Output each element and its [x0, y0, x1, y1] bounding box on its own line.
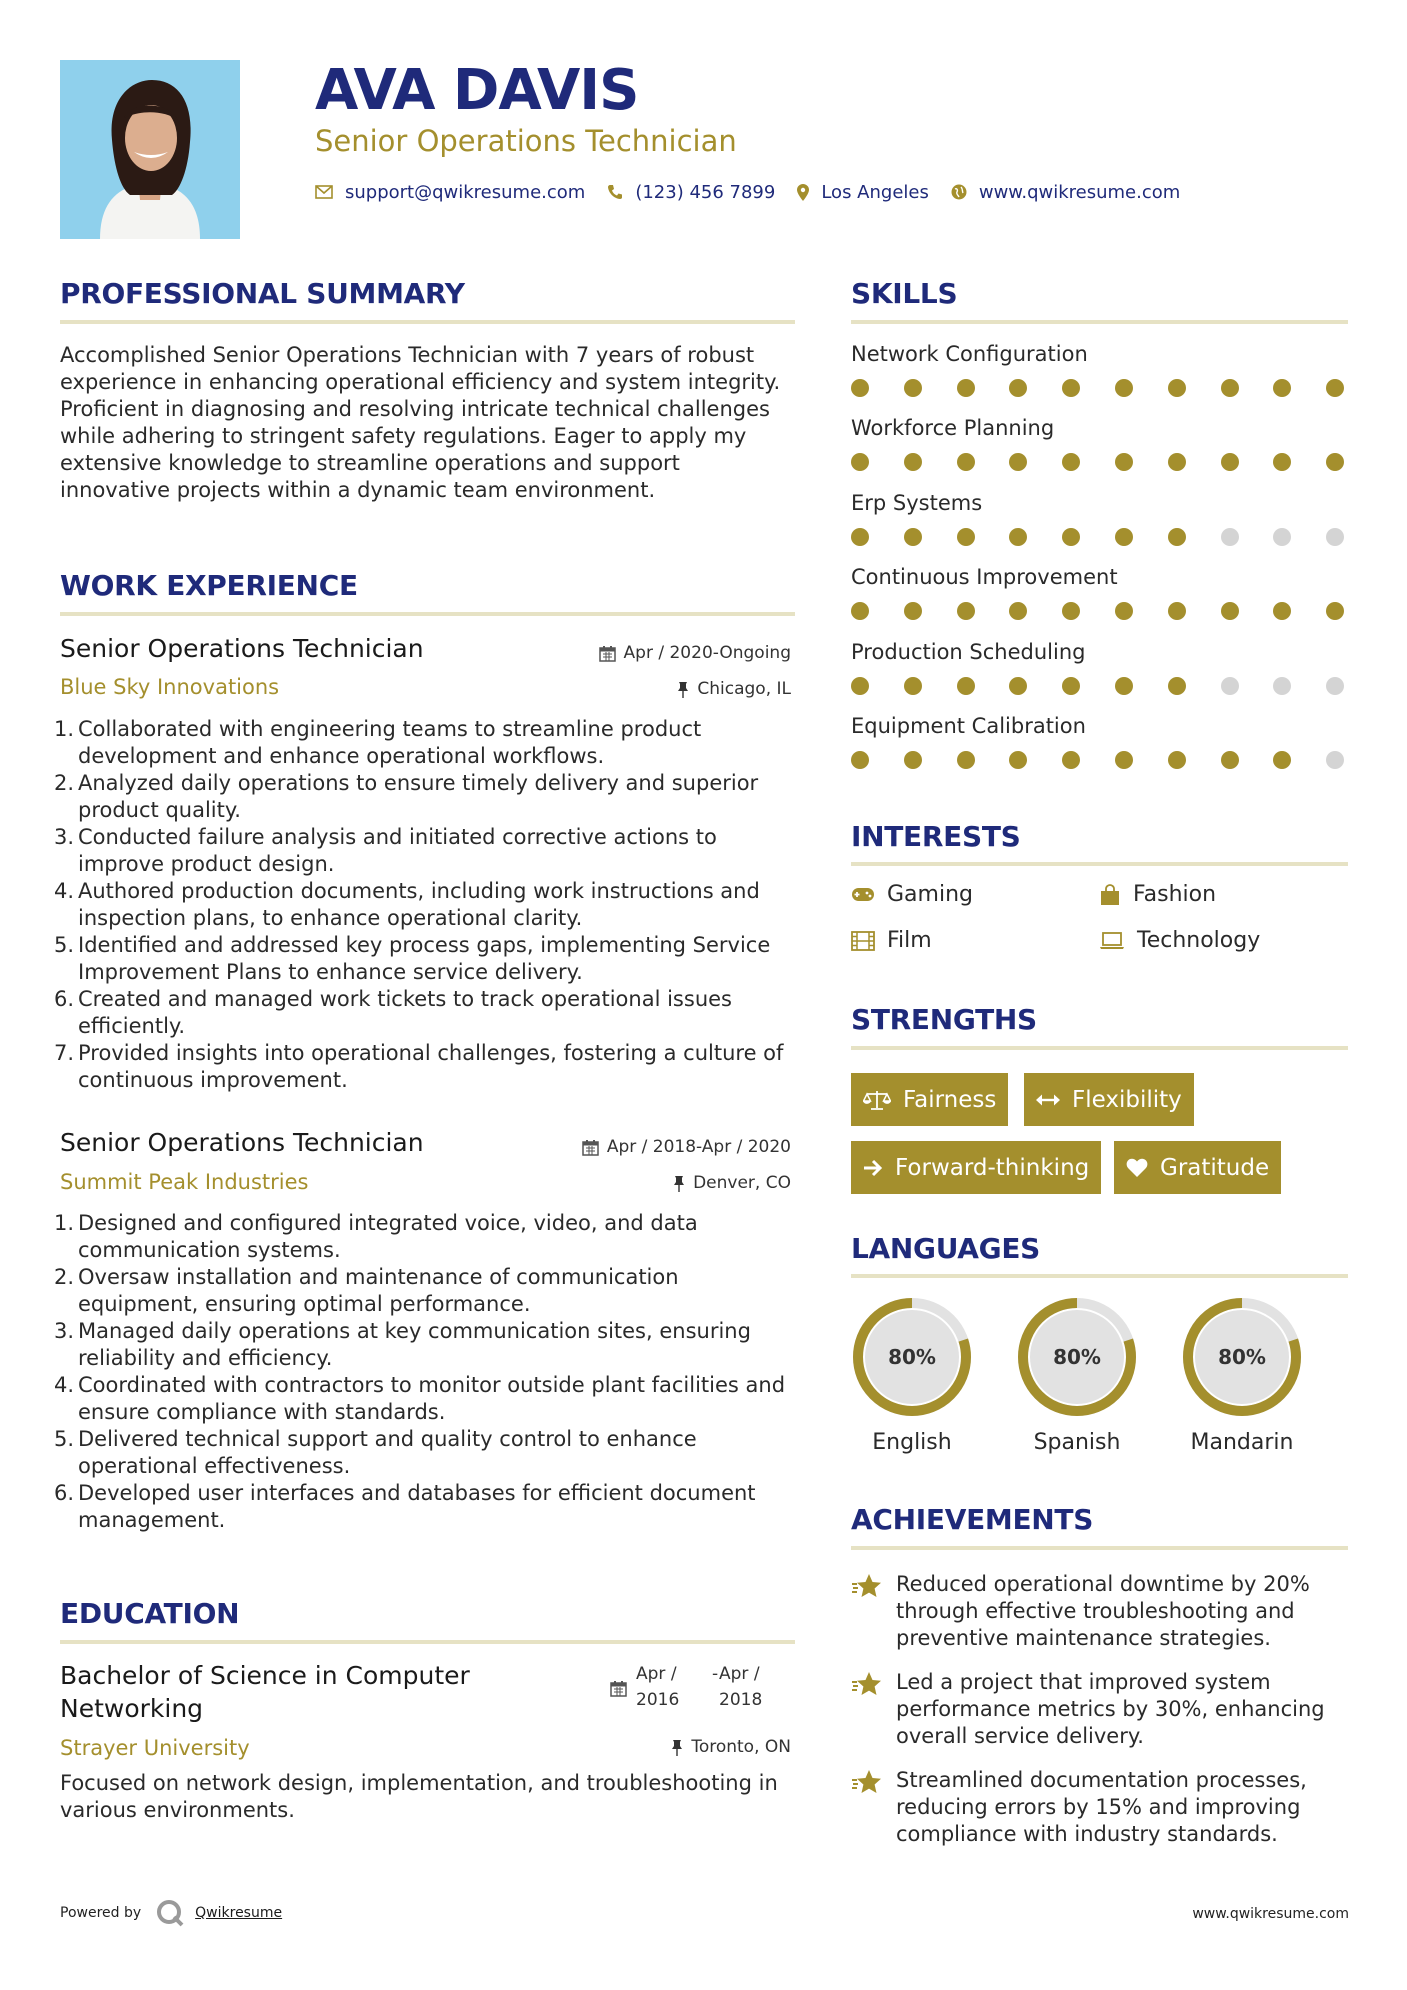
experience-divider	[60, 612, 795, 616]
strength-label: Forward-thinking	[895, 1154, 1090, 1181]
edu-start-month: Apr /	[636, 1664, 677, 1684]
star-icon	[851, 1769, 883, 1797]
language-name: Mandarin	[1190, 1430, 1294, 1455]
skill-rating-dot	[851, 677, 869, 695]
language-ring	[850, 1295, 974, 1419]
skill-rating-dot	[1115, 453, 1133, 471]
strength-label: Gratitude	[1160, 1154, 1270, 1181]
strength-label: Flexibility	[1072, 1086, 1182, 1113]
responsibility-item	[54, 1318, 795, 1372]
job-location-text: Denver, CO	[693, 1173, 791, 1193]
skill-rating-dot	[851, 379, 869, 397]
interest-item	[851, 928, 932, 953]
achievement-text: Led a project that improved system performance metrics by 30%, enhancing overall service delivery.	[896, 1670, 1325, 1748]
strengths-heading: STRENGTHS	[851, 1003, 1037, 1036]
pin-icon	[677, 681, 689, 698]
heart-icon	[1126, 1158, 1148, 1178]
interest-label: Gaming	[887, 882, 973, 907]
shopping-bag-icon	[1099, 884, 1121, 906]
language-ring	[1015, 1295, 1139, 1419]
job-dates	[582, 1137, 791, 1157]
responsibility-item	[54, 716, 795, 770]
interest-item	[1099, 928, 1260, 953]
skill-rating-dot	[1115, 602, 1133, 620]
powered-by-text: Powered by	[60, 1905, 142, 1921]
skill-rating	[851, 528, 1351, 546]
skill-rating-dot	[1168, 453, 1186, 471]
skill-rating-dot	[1009, 453, 1027, 471]
skill-rating-dot	[1273, 528, 1291, 546]
skill-rating-dot	[1168, 677, 1186, 695]
interest-item	[851, 882, 973, 907]
skill-rating-dot	[1326, 453, 1344, 471]
strength-tag	[851, 1073, 1008, 1126]
skills-heading: SKILLS	[851, 277, 958, 310]
contact-location	[797, 182, 929, 203]
calendar-icon	[610, 1680, 627, 1697]
skill-rating-dot	[1009, 379, 1027, 397]
arrows-horizontal-icon	[1036, 1093, 1060, 1107]
skill-rating-dot	[1115, 677, 1133, 695]
responsibility-item	[54, 1210, 795, 1264]
job-dates-text: Apr / 2020-Ongoing	[623, 643, 791, 663]
job-dates	[599, 643, 791, 663]
responsibility-item	[54, 932, 795, 986]
responsibility-text: Created and managed work tickets to track operational issues efficiently.	[78, 987, 732, 1038]
list-number: 3.	[54, 825, 75, 849]
contact-website[interactable]	[951, 182, 1180, 203]
education-description: Focused on network design, implementation, and troubleshooting in various environments.	[60, 1771, 778, 1822]
candidate-title: Senior Operations Technician	[315, 124, 737, 158]
skill-rating-dot	[1062, 453, 1080, 471]
skill-rating-dot	[1168, 602, 1186, 620]
responsibility-text: Oversaw installation and maintenance of communication equipment, ensuring optimal performance.	[78, 1265, 679, 1316]
job-dates-text: Apr / 2018-Apr / 2020	[606, 1137, 791, 1157]
interest-label: Technology	[1137, 928, 1261, 953]
skill-rating-dot	[1221, 751, 1239, 769]
languages-heading: LANGUAGES	[851, 1232, 1041, 1265]
list-number: 1.	[54, 1211, 75, 1235]
responsibility-item	[54, 1372, 795, 1426]
skill-rating-dot	[1326, 602, 1344, 620]
responsibility-item	[54, 1264, 795, 1318]
responsibility-text: Designed and configured integrated voice, video, and data communication systems.	[78, 1211, 698, 1262]
skill-rating-dot	[904, 528, 922, 546]
skill-name: Erp Systems	[851, 490, 983, 515]
list-number: 4.	[54, 879, 75, 903]
contact-phone[interactable]	[607, 182, 775, 203]
summary-divider	[60, 320, 795, 324]
skill-rating-dot	[851, 602, 869, 620]
language-ring	[1180, 1295, 1304, 1419]
responsibility-text: Delivered technical support and quality control to enhance operational effectiveness.	[78, 1427, 697, 1478]
calendar-icon	[582, 1139, 599, 1156]
balance-scale-icon	[863, 1089, 891, 1111]
languages-divider	[851, 1274, 1348, 1278]
skill-rating-dot	[1009, 528, 1027, 546]
list-number: 4.	[54, 1373, 75, 1397]
map-marker-icon	[797, 184, 809, 201]
skill-rating-dot	[1115, 751, 1133, 769]
star-icon	[851, 1573, 883, 1601]
skill-rating-dot	[1326, 751, 1344, 769]
skill-rating-dot	[1009, 602, 1027, 620]
job-title: Senior Operations Technician	[60, 634, 424, 663]
company-name: Blue Sky Innovations	[60, 675, 280, 699]
contact-email[interactable]	[315, 182, 585, 203]
skill-rating-dot	[957, 677, 975, 695]
skill-rating-dot	[1326, 528, 1344, 546]
skill-rating-dot	[1062, 379, 1080, 397]
skill-rating-dot	[1168, 751, 1186, 769]
responsibility-text: Authored production documents, including work instructions and inspection plans, to enhance operational clarity.	[78, 879, 760, 930]
summary-heading: PROFESSIONAL SUMMARY	[60, 277, 465, 310]
skill-rating-dot	[1221, 453, 1239, 471]
degree-line-2: Networking	[60, 1694, 204, 1723]
achievements-heading: ACHIEVEMENTS	[851, 1503, 1094, 1536]
skill-rating-dot	[1115, 379, 1133, 397]
skill-rating-dot	[1062, 677, 1080, 695]
language-name: English	[872, 1430, 952, 1455]
pin-icon	[673, 1175, 685, 1192]
responsibility-text: Provided insights into operational challenges, fostering a culture of continuous improvement.	[78, 1041, 784, 1092]
responsibility-text: Coordinated with contractors to monitor outside plant facilities and ensure compliance with standards.	[78, 1373, 786, 1424]
language-percent: 80%	[888, 1345, 936, 1369]
contact-bar	[315, 178, 1202, 206]
star-icon	[851, 1671, 883, 1699]
school-name: Strayer University	[60, 1736, 250, 1760]
skill-rating-dot	[1221, 379, 1239, 397]
skill-name: Workforce Planning	[851, 416, 1055, 441]
film-icon	[851, 931, 875, 951]
strength-tag	[1114, 1141, 1281, 1194]
language-name: Spanish	[1033, 1430, 1121, 1455]
responsibility-item	[54, 986, 795, 1040]
list-number: 7.	[54, 1041, 75, 1065]
edu-end-month: Apr /	[719, 1664, 760, 1684]
responsibility-item	[54, 1426, 795, 1480]
skill-rating-dot	[1168, 379, 1186, 397]
skill-rating-dot	[1221, 677, 1239, 695]
skill-rating-dot	[1062, 602, 1080, 620]
skill-rating-dot	[1009, 677, 1027, 695]
location-text: Los Angeles	[821, 181, 929, 203]
skill-rating-dot	[1326, 677, 1344, 695]
interest-label: Fashion	[1133, 882, 1217, 907]
achievements-divider	[851, 1546, 1348, 1550]
phone-icon	[607, 184, 623, 200]
education-divider	[60, 1640, 795, 1644]
skill-rating-dot	[851, 751, 869, 769]
envelope-icon	[315, 185, 333, 199]
skill-rating-dot	[904, 677, 922, 695]
responsibility-text: Analyzed daily operations to ensure timely delivery and superior product quality.	[78, 771, 759, 822]
skill-rating-dot	[904, 751, 922, 769]
skill-rating-dot	[957, 379, 975, 397]
candidate-name: AVA DAVIS	[315, 58, 639, 123]
responsibility-text: Managed daily operations at key communication sites, ensuring reliability and efficiency.	[78, 1319, 751, 1370]
skill-rating	[851, 379, 1351, 397]
responsibility-text: Collaborated with engineering teams to streamline product development and enhance operational workflows.	[78, 717, 702, 768]
gamepad-icon	[851, 887, 875, 902]
school-location	[671, 1737, 791, 1757]
skill-name: Production Scheduling	[851, 639, 1086, 664]
skill-rating-dot	[1115, 528, 1133, 546]
school-location-text: Toronto, ON	[691, 1737, 791, 1757]
qwikresume-link[interactable]: Qwikresume	[195, 1905, 283, 1921]
skill-rating-dot	[1326, 379, 1344, 397]
skill-rating	[851, 602, 1351, 620]
language-percent: 80%	[1218, 1345, 1266, 1369]
skill-rating-dot	[1221, 602, 1239, 620]
responsibility-item	[54, 770, 795, 824]
job-responsibilities	[54, 716, 795, 1094]
skill-rating	[851, 677, 1351, 695]
skill-rating-dot	[1273, 602, 1291, 620]
job-location	[673, 1173, 791, 1193]
strength-label: Fairness	[903, 1086, 997, 1113]
footer-powered-by	[60, 1898, 282, 1928]
achievement-text: Streamlined documentation processes, reducing errors by 15% and improving compliance with industry standards.	[896, 1768, 1307, 1846]
skill-rating-dot	[1273, 453, 1291, 471]
skill-rating-dot	[1062, 528, 1080, 546]
responsibility-item	[54, 878, 795, 932]
list-number: 6.	[54, 1481, 75, 1505]
skill-rating-dot	[851, 528, 869, 546]
skill-rating-dot	[1221, 528, 1239, 546]
list-number: 2.	[54, 1265, 75, 1289]
skill-name: Equipment Calibration	[851, 714, 1086, 738]
job-responsibilities	[54, 1210, 795, 1534]
list-number: 1.	[54, 717, 75, 741]
achievement-text: Reduced operational downtime by 20% through effective troubleshooting and preventive maintenance strategies.	[896, 1572, 1310, 1650]
interests-heading: INTERESTS	[851, 820, 1021, 853]
strength-tag	[1024, 1073, 1194, 1126]
summary-text: Accomplished Senior Operations Technician with 7 years of robust experience in enhancing operational efficiency and system integrity. Proficient in diagnosing and resolving intricate technical challenges while adhering to stringent safety regulations. Eager to apply my extensive knowledge to streamline operations and support innovative projects within a dynamic team environment.	[60, 343, 781, 502]
interests-divider	[851, 862, 1348, 866]
list-number: 5.	[54, 933, 75, 957]
skill-rating-dot	[957, 602, 975, 620]
skill-rating-dot	[1168, 528, 1186, 546]
responsibility-text: Conducted failure analysis and initiated corrective actions to improve product design.	[78, 825, 717, 876]
edu-start-year: 2016	[636, 1690, 680, 1710]
skills-divider	[851, 320, 1348, 324]
profile-photo	[60, 60, 240, 239]
arrow-right-icon	[863, 1159, 883, 1177]
laptop-icon	[1099, 932, 1125, 950]
responsibility-item	[54, 824, 795, 878]
edu-end-year: 2018	[719, 1690, 763, 1710]
job-location	[677, 679, 791, 699]
skill-rating-dot	[904, 602, 922, 620]
list-number: 6.	[54, 987, 75, 1011]
skill-rating-dot	[1273, 677, 1291, 695]
edu-date-separator: -	[712, 1664, 719, 1684]
interest-label: Film	[887, 928, 932, 953]
job-location-text: Chicago, IL	[697, 679, 791, 699]
strength-tag	[851, 1141, 1101, 1194]
list-number: 2.	[54, 771, 75, 795]
degree-line-1: Bachelor of Science in Computer	[60, 1661, 470, 1690]
interest-item	[1099, 882, 1216, 907]
phone-text: (123) 456 7899	[635, 181, 776, 203]
skill-rating	[851, 751, 1351, 769]
list-number: 3.	[54, 1319, 75, 1343]
responsibility-item	[54, 1480, 795, 1534]
skill-rating-dot	[1062, 751, 1080, 769]
experience-heading: WORK EXPERIENCE	[60, 569, 358, 602]
skill-name: Network Configuration	[851, 342, 1088, 366]
website-text: www.qwikresume.com	[978, 181, 1181, 203]
job-title: Senior Operations Technician	[60, 1128, 424, 1157]
skill-rating-dot	[851, 453, 869, 471]
skill-rating-dot	[904, 453, 922, 471]
company-name: Summit Peak Industries	[60, 1170, 309, 1194]
strengths-divider	[851, 1046, 1348, 1050]
responsibility-item	[54, 1040, 795, 1094]
pin-icon	[671, 1739, 683, 1756]
skill-rating-dot	[1009, 751, 1027, 769]
skill-rating	[851, 453, 1351, 471]
skill-rating-dot	[1273, 751, 1291, 769]
skill-rating-dot	[904, 379, 922, 397]
skill-rating-dot	[1273, 379, 1291, 397]
skill-rating-dot	[957, 751, 975, 769]
education-heading: EDUCATION	[60, 1597, 240, 1630]
footer-website[interactable]: www.qwikresume.com	[1192, 1906, 1349, 1922]
language-percent: 80%	[1053, 1345, 1101, 1369]
qwikresume-logo-icon	[155, 1898, 185, 1928]
email-text: support@qwikresume.com	[345, 181, 586, 203]
skill-rating-dot	[957, 453, 975, 471]
skill-rating-dot	[957, 528, 975, 546]
skill-name: Continuous Improvement	[851, 565, 1118, 590]
calendar-icon	[599, 645, 616, 662]
responsibility-text: Identified and addressed key process gaps, implementing Service Improvement Plans to enhance service delivery.	[78, 933, 771, 984]
globe-icon	[951, 184, 967, 200]
responsibility-text: Developed user interfaces and databases for efficient document management.	[78, 1481, 756, 1532]
list-number: 5.	[54, 1427, 75, 1451]
